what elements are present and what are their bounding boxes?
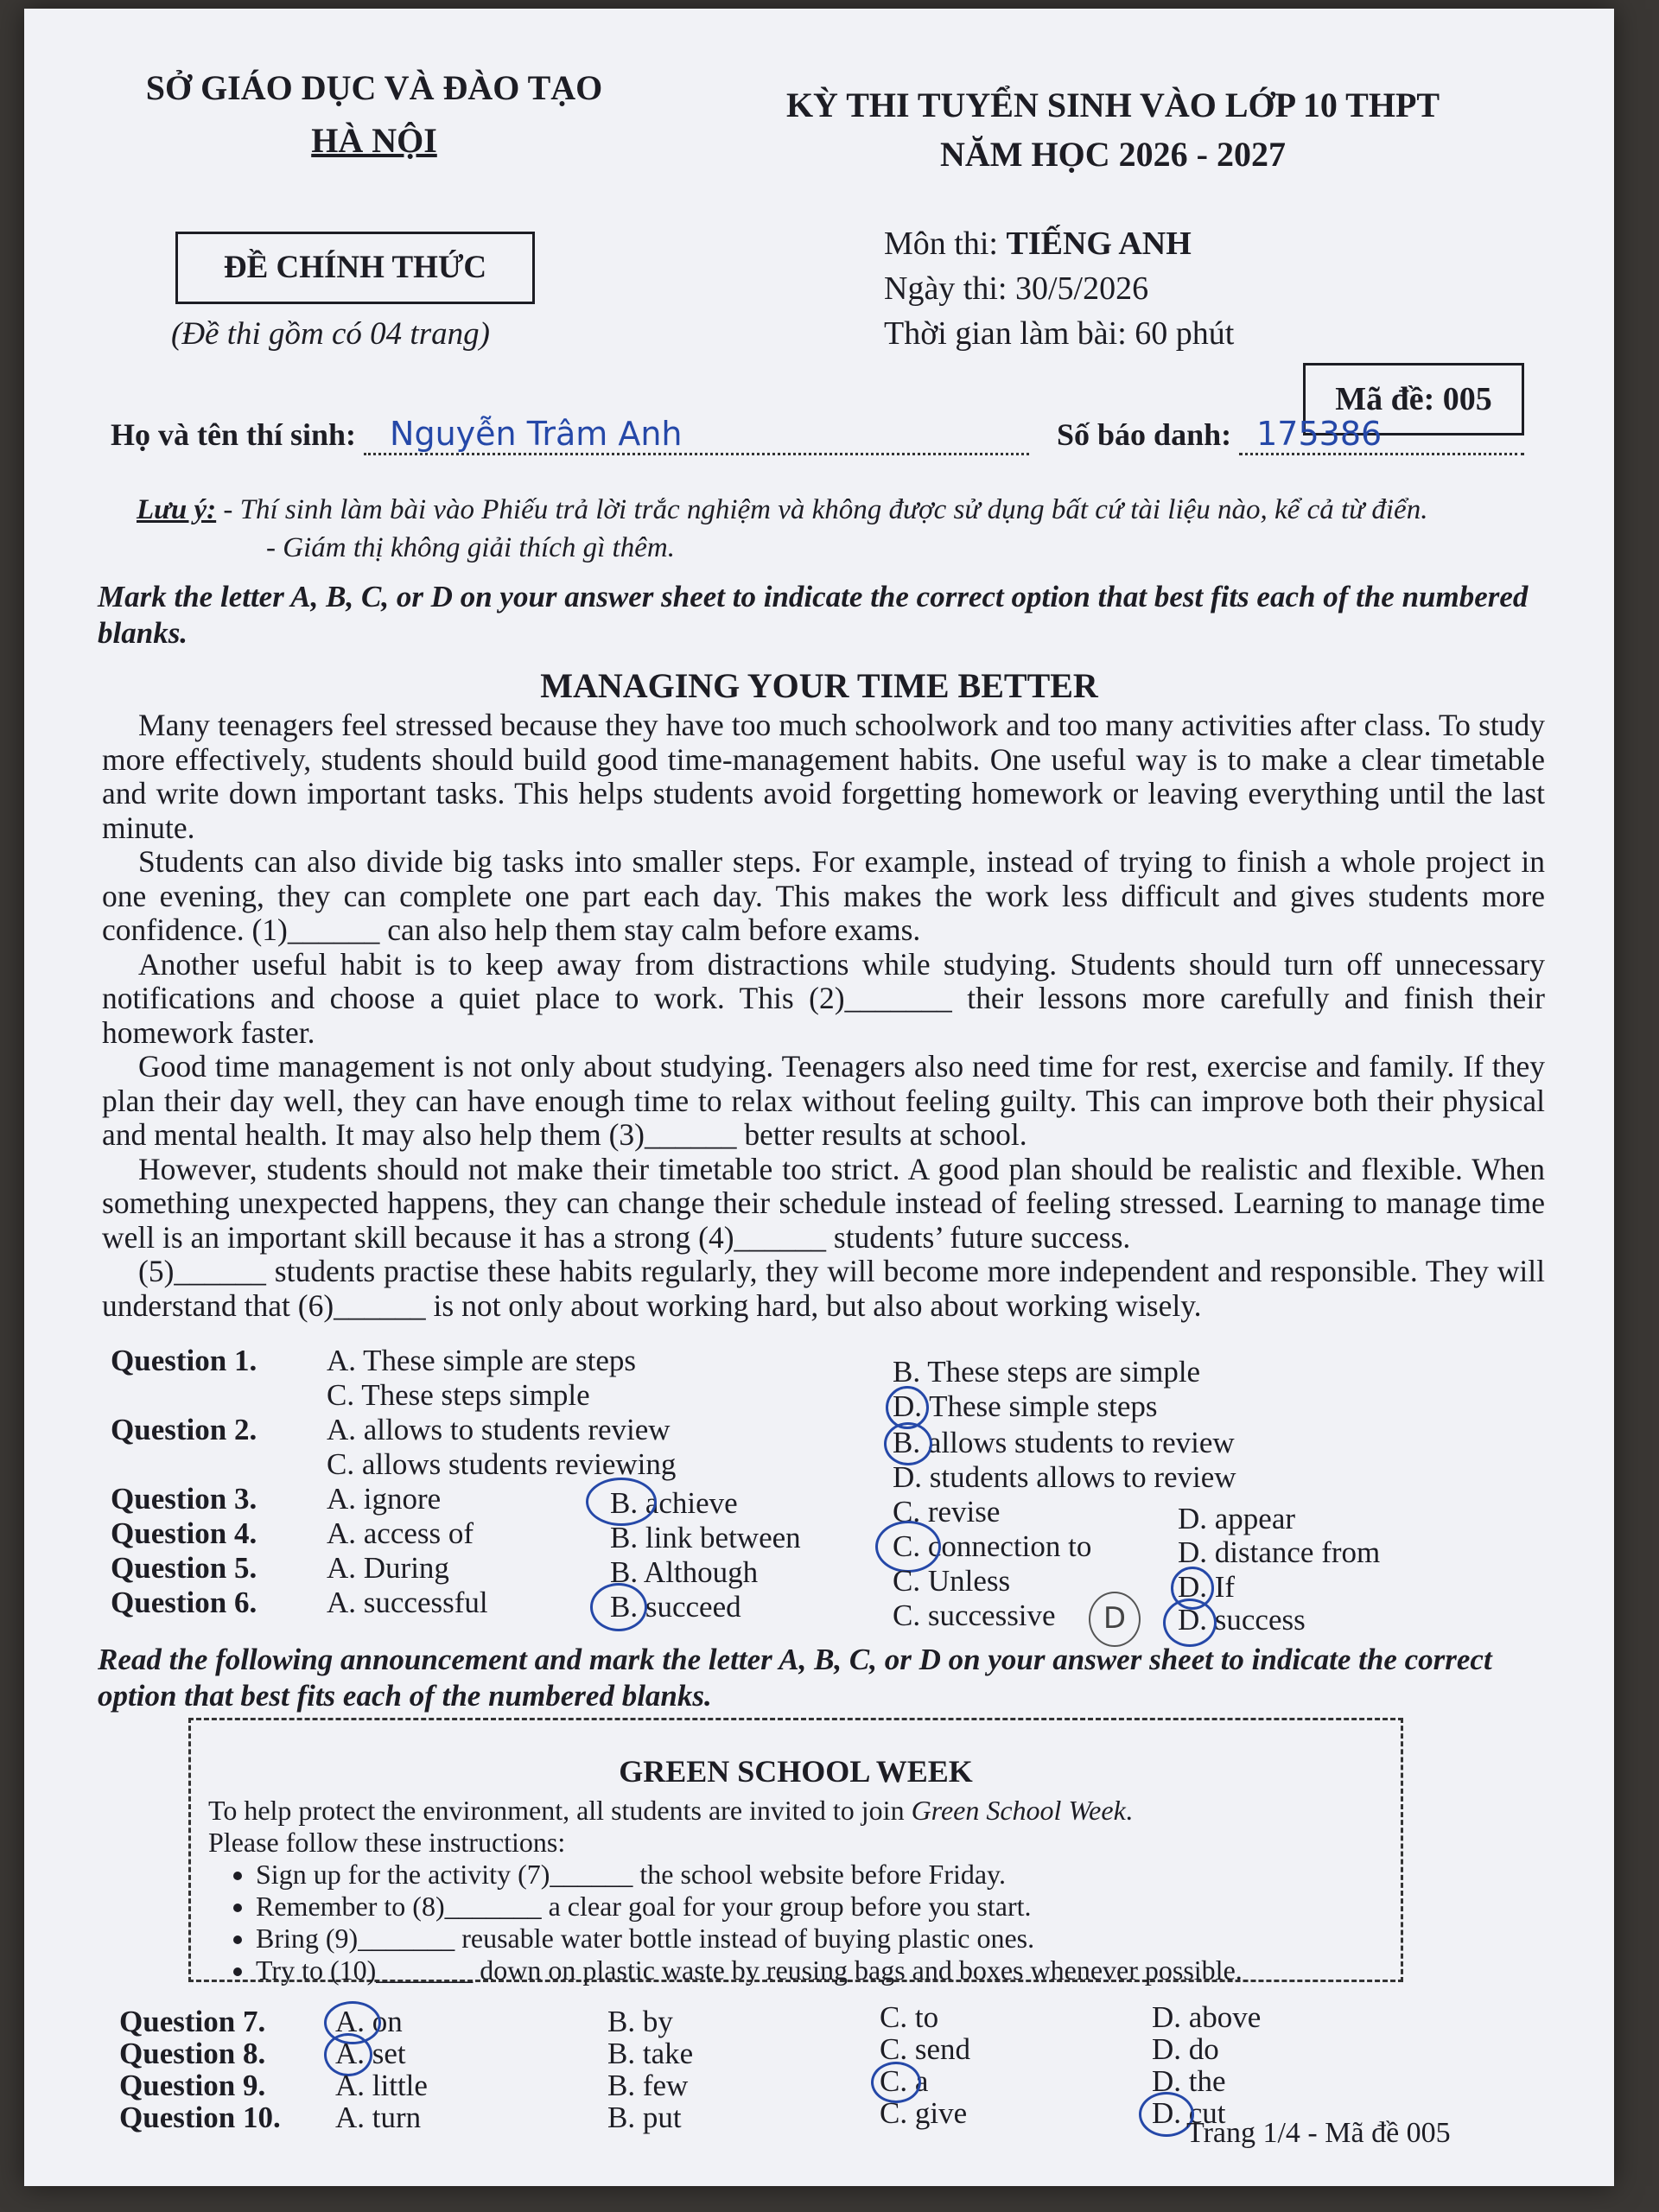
question-label: Question 1. — [111, 1344, 257, 1377]
question-label: Question 3. — [111, 1482, 257, 1516]
option-a[interactable]: A. access of — [327, 1516, 474, 1550]
option-c[interactable]: C. These steps simple — [327, 1378, 590, 1412]
announcement-intro-2: Please follow these instructions: — [208, 1827, 566, 1858]
department-header — [106, 67, 642, 161]
announcement-body — [191, 1795, 1401, 1986]
candidate-id-handwritten: 175386 — [1256, 415, 1382, 453]
option-d[interactable]: D. cut — [1152, 2096, 1226, 2130]
section2-instruction: Read the following announcement and mark the letter A, B, C, or D on your answer sheet to indicate the correct option that best fits each of the numbered blanks. — [98, 1643, 1492, 1713]
option-a[interactable]: A. turn — [335, 2101, 422, 2134]
department-name: SỞ GIÁO DỤC VÀ ĐÀO TẠO — [145, 68, 603, 107]
option-b[interactable]: B. achieve — [610, 1486, 738, 1520]
option-c[interactable]: C. connection to — [893, 1529, 1092, 1563]
option-a[interactable]: A. These simple are steps — [327, 1344, 637, 1377]
question-label: Question 6. — [111, 1586, 257, 1619]
subject: TIẾNG ANH — [1006, 226, 1192, 262]
passage-paragraph: Many teenagers feel stressed because they have too much schoolwork and too many activities after class. To study more effectively, students should build good time-management habits. One useful way is to make a clear timetable and write down important tasks. This helps students avoid forgetting homework or leaving everything until the last minute. — [102, 708, 1545, 845]
page-footer: Trang 1/4 - Mã đề 005 — [1186, 2117, 1451, 2149]
exam-paper — [24, 9, 1614, 2186]
note-label: Lưu ý: — [137, 494, 217, 525]
option-c[interactable]: C. to — [880, 2000, 939, 2034]
option-a[interactable]: A. set — [335, 2037, 406, 2070]
official-badge: ĐỀ CHÍNH THỨC — [175, 232, 535, 304]
option-a[interactable]: A. on — [335, 2005, 403, 2038]
option-d[interactable]: D. appear — [1178, 1502, 1296, 1535]
option-c[interactable]: C. give — [880, 2096, 968, 2130]
question-label: Question 5. — [111, 1551, 257, 1585]
candidate-name-handwritten: Nguyễn Trâm Anh — [390, 415, 683, 453]
option-b[interactable]: B. These steps are simple — [893, 1355, 1201, 1389]
option-b[interactable]: B. link between — [610, 1521, 801, 1554]
option-c[interactable]: C. send — [880, 2032, 970, 2066]
option-b[interactable]: B. Although — [610, 1555, 759, 1589]
passage-paragraph: Good time management is not only about studying. Teenagers also need time for rest, exercise and family. If they plan their day well, they can have enough time to relax without feeling guilty. This can improve both their physical and mental health. It may also help them (3)______ better results at school. — [102, 1049, 1545, 1152]
answer-circle — [590, 1583, 647, 1631]
option-b[interactable]: B. by — [607, 2005, 673, 2038]
option-c[interactable]: C. a — [880, 2064, 929, 2098]
candidate-name-label: Họ và tên thí sinh: — [111, 417, 357, 452]
subject-line: Môn thi: TIẾNG ANH — [884, 226, 1192, 262]
question-label: Question 7. — [119, 2005, 266, 2038]
section1-instruction: Mark the letter A, B, C, or D on your answer sheet to indicate the correct option that best fits each of the numbered blanks. — [98, 580, 1529, 650]
candidate-name-row — [111, 415, 1029, 455]
question-label: Question 4. — [111, 1516, 257, 1550]
exam-code-badge: Mã đề: 005 — [1303, 363, 1524, 435]
option-d[interactable]: D. students allows to review — [893, 1460, 1236, 1494]
exam-duration: Thời gian làm bài: 60 phút — [884, 315, 1235, 352]
question-label: Question 8. — [119, 2037, 266, 2070]
exam-note — [137, 491, 1536, 567]
option-d[interactable]: D. distance from — [1178, 1535, 1381, 1569]
option-a[interactable]: A. successful — [327, 1586, 488, 1619]
exam-date: Ngày thi: 30/5/2026 — [884, 270, 1149, 307]
option-d[interactable]: D. the — [1152, 2064, 1226, 2098]
list-item: • Sign up for the activity (7)______ the school website before Friday. — [256, 1859, 1401, 1891]
option-d[interactable]: D. success — [1178, 1603, 1306, 1637]
school-year: NĂM HỌC 2026 - 2027 — [940, 135, 1286, 174]
option-d[interactable]: D. above — [1152, 2000, 1262, 2034]
option-a[interactable]: A. ignore — [327, 1482, 442, 1516]
exam-info — [884, 221, 1234, 356]
exam-header — [741, 85, 1484, 175]
option-d[interactable]: D. If — [1178, 1570, 1236, 1604]
answer-circle — [586, 1478, 657, 1526]
option-c[interactable]: C. revise — [893, 1495, 1001, 1529]
margin-answer-mark: D — [1089, 1592, 1141, 1647]
option-a[interactable]: A. little — [335, 2069, 428, 2102]
option-a[interactable]: A. During — [327, 1551, 449, 1585]
exam-title: KỲ THI TUYỂN SINH VÀO LỚP 10 THPT — [785, 86, 1440, 124]
passage-paragraph: (5)______ students practise these habits regularly, they will become more independent and responsible. They will understand that (6)______ is not only about working hard, but also about working wisely. — [102, 1254, 1545, 1323]
answer-circle — [884, 1422, 932, 1465]
note-line-2: - Giám thị không giải thích gì thêm. — [266, 532, 675, 563]
option-b[interactable]: B. few — [607, 2069, 689, 2102]
option-b[interactable]: B. take — [607, 2037, 694, 2070]
option-c[interactable]: C. allows students reviewing — [327, 1447, 677, 1481]
passage-paragraph: Another useful habit is to keep away from distractions while studying. Students should turn off unnecessary notifications and choose a quiet place to work. This (2)_______ their lessons more carefully and finish their homework faster. — [102, 946, 1545, 1050]
option-c[interactable]: C. successive — [893, 1599, 1056, 1632]
list-item: • Remember to (8)_______ a clear goal for your group before you start. — [256, 1891, 1401, 1923]
option-b[interactable]: B. succeed — [610, 1590, 741, 1624]
announcement-box — [188, 1718, 1403, 1986]
question-label: Question 2. — [111, 1413, 257, 1446]
option-d[interactable]: D. do — [1152, 2032, 1219, 2066]
question-label: Question 9. — [119, 2069, 266, 2102]
passage-title: MANAGING YOUR TIME BETTER — [540, 666, 1098, 705]
announcement-intro: To help protect the environment, all students are invited to join Green School Week. — [208, 1795, 1133, 1826]
option-d[interactable]: D. These simple steps — [893, 1389, 1158, 1423]
option-b[interactable]: B. allows students to review — [893, 1426, 1235, 1459]
announcement-title: GREEN SCHOOL WEEK — [619, 1754, 973, 1789]
answer-circle — [1163, 1599, 1217, 1647]
candidate-id-label: Số báo danh: — [1057, 417, 1232, 452]
passage — [102, 709, 1545, 1323]
candidate-id-row — [1057, 415, 1524, 455]
list-item: • Bring (9)_______ reusable water bottle instead of buying plastic ones. — [256, 1923, 1401, 1955]
instruction-list — [208, 1859, 1401, 1986]
option-c[interactable]: C. Unless — [893, 1564, 1011, 1598]
list-item: • Try to (10)_______ down on plastic waste by reusing bags and boxes whenever possible. — [256, 1955, 1401, 1986]
note-line-1: - Thí sinh làm bài vào Phiếu trả lời trắc nghiệm và không được sử dụng bất cứ tài liệu nào, kể cả từ điển. — [216, 494, 1428, 525]
passage-paragraph: Students can also divide big tasks into smaller steps. For example, instead of trying to finish a whole project in one evening, they can complete one part each day. This makes the work less difficult and gives students more confidence. (1)______ can also help them stay calm before exams. — [102, 844, 1545, 947]
option-a[interactable]: A. allows to students review — [327, 1413, 671, 1446]
passage-paragraph: However, students should not make their timetable too strict. A good plan should be realistic and flexible. When something unexpected happens, they can change their schedule instead of feeling stressed. Learning to manage time well is an important skill because it has a strong (4)______ students’ future success. — [102, 1151, 1545, 1255]
city-name: HÀ NỘI — [311, 121, 437, 160]
option-b[interactable]: B. put — [607, 2101, 682, 2134]
pages-note: (Đề thi gồm có 04 trang) — [171, 316, 490, 352]
question-label: Question 10. — [119, 2101, 281, 2134]
